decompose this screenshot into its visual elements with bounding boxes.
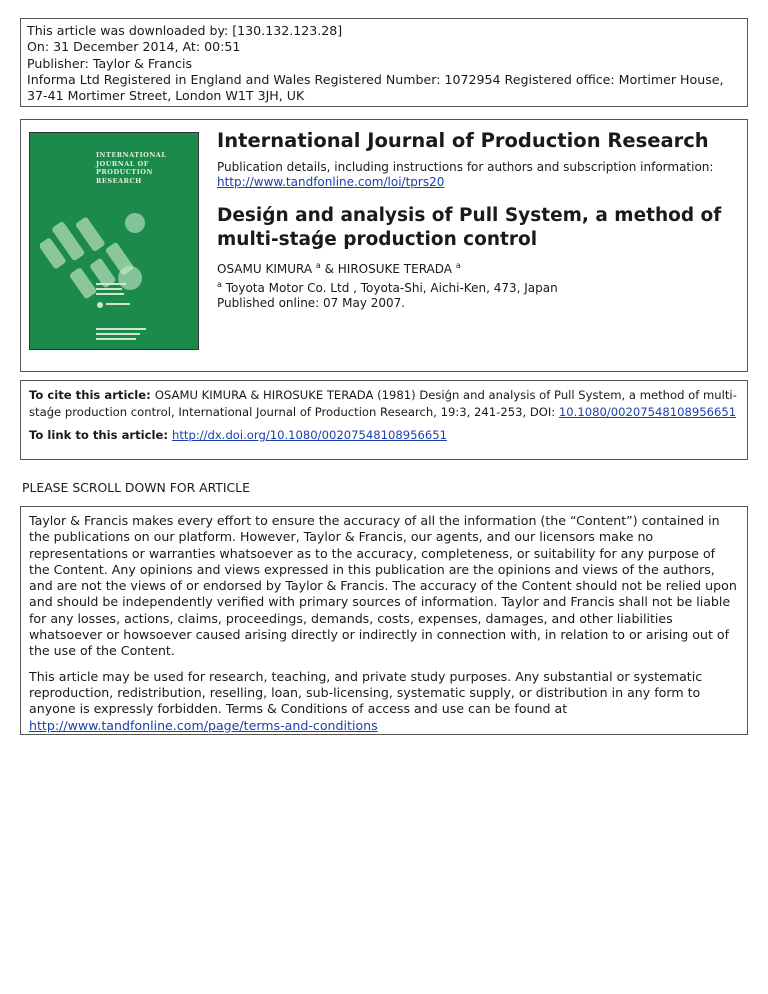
registration-info: Informa Ltd Registered in England and Wales Registered Number: 1072954 Registered office: Mortimer House, [27,71,724,87]
citation-box [20,380,748,460]
disclaimer-box [20,506,748,735]
article-link-row [29,427,739,444]
link-label: To link to this article: [29,428,173,442]
published-date: Published online: 07 May 2007. [217,296,406,310]
terms-link[interactable]: http://www.tandfonline.com/page/terms-and-conditions [29,717,378,733]
journal-url-link[interactable]: http://www.tandfonline.com/loi/tprs20 [217,175,445,189]
authors [217,258,737,311]
author-line: OSAMU KIMURA $^a$ & HIROSUKE TERADA $^a$ [217,261,461,276]
cite-text: OSAMU KIMURA & HIROSUKE TERADA (1981) Desiǵn and analysis of Pull System, a method of multi-staǵe production control, International Journal of Production Research, 19:3, 241-253, DOI: [29,388,737,419]
scroll-notice: PLEASE SCROLL DOWN FOR ARTICLE [22,480,250,495]
download-line: This article was downloaded by: [130.132.123.28] [27,23,343,38]
article-header-box [20,119,748,372]
cite-label: To cite this article: [29,388,155,402]
journal-name: International Journal of Production Research [217,129,709,152]
publication-details-text: Publication details, including instructions for authors and subscription information: [217,160,714,174]
cover-footer-icon [96,328,156,343]
journal-cover-image [29,132,199,350]
doi-link[interactable]: 10.1080/00207548108956651 [558,404,737,419]
publication-details [217,160,737,190]
disclaimer-paragraph: Taylor & Francis makes every effort to ensure the accuracy of all the information (the “Content”) contained in the publications on our platform. However, Taylor & Francis, our agents, and our licensors make no representations or warranties whatsoever as to the accuracy, completeness, or suitability for any purpose of the Content. Any opinions and views expressed in this publication are the opinions and views of the authors, and are not the views of or endorsed by Taylor & Francis. The accuracy of the Content should not be relied upon and should be independently verified with primary sources of information. Taylor and Francis shall not be liable for any losses, actions, claims, proceedings, demands, costs, expenses, damages, and other liabilities whatsoever or howsoever caused arising directly or indirectly in connection with, in relation to or arising out of the use of the Content. [29,513,737,659]
registration-address: 37-41 Mortimer Street, London W1T 3JH, UK [27,88,305,104]
cover-small-text-icon [96,283,146,314]
download-info-box [20,18,748,107]
article-info [217,128,737,311]
download-date: On: 31 December 2014, At: 00:51 [27,39,241,55]
affiliation: $^a$ Toyota Motor Co. Ltd , Toyota-Shi, Aichi-Ken, 473, Japan [217,280,558,295]
publisher: Publisher: Taylor & Francis [27,55,193,71]
citation [29,387,739,420]
article-title: Desiǵn and analysis of Pull System, a method of multi-staǵe production control [217,205,722,250]
terms-paragraph: This article may be used for research, teaching, and private study purposes. Any substantial or systematic reproduction, redistribution, reselling, loan, sub-licensing, systematic supply, or distribution in any form to anyone is expressly forbidden. Terms & Conditions of access and use can be found at http://www.tandfonline.com/page/terms-and-conditions [29,668,703,733]
article-link[interactable]: http://dx.doi.org/10.1080/00207548108956651 [172,428,447,442]
cover-title: INTERNATIONAL JOURNAL OF PRODUCTION RESEARCH [96,151,167,185]
